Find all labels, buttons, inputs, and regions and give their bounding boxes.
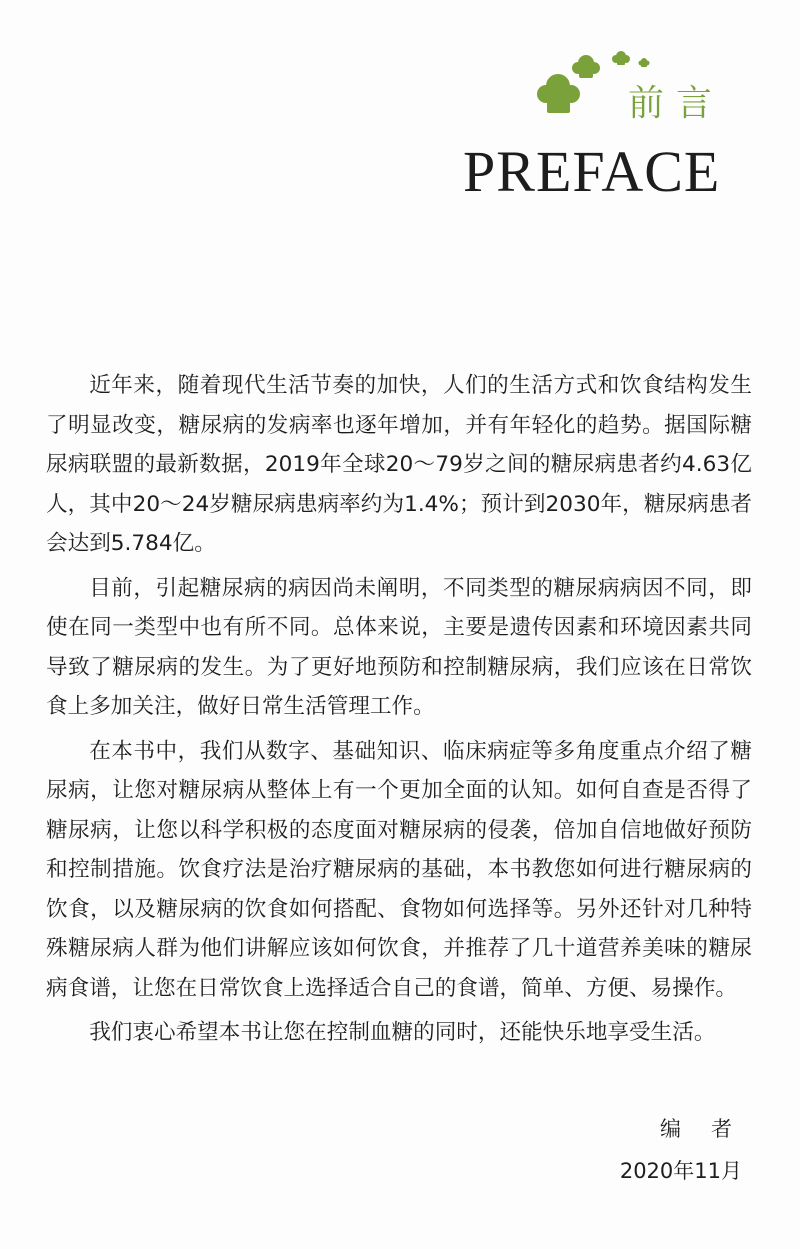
paragraph: 在本书中，我们从数字、基础知识、临床病症等多角度重点介绍了糖尿病，让您对糖尿病从整体上有一个更加全面的认知。如何自查是否得了糖尿病，让您以科学积极的态度面对糖尿病的侵袭，倍加自信地做好预防和控制措施。饮食疗法是治疗糖尿病的基础，本书教您如何进行糖尿病的饮食，以及糖尿病的饮食如何搭配、食物如何选择等。另外还针对几种特殊糖尿病人群为他们讲解应该如何饮食，并推荐了几十道营养美味的糖尿病食谱，让您在日常饮食上选择适合自己的食谱，简单、方便、易操作。 <box>46 738 752 1001</box>
preface-body <box>46 366 752 1058</box>
page-title: 前言 <box>628 83 725 124</box>
signature <box>619 1108 762 1192</box>
date-label: 2020年11月 <box>619 1159 742 1183</box>
paragraph: 近年来，随着现代生活节奏的加快，人们的生活方式和饮食结构发生了明显改变，糖尿病的发病率也逐年增加，并有年轻化的趋势。据国际糖尿病联盟的最新数据，2019年全球20～79岁之间的糖尿病患者约4.63亿人，其中20～24岁糖尿病患病率约为1.4%；预计到2030年，糖尿病患者会达到5.784亿。 <box>46 373 752 556</box>
paragraph: 目前，引起糖尿病的病因尚未阐明，不同类型的糖尿病病因不同，即使在同一类型中也有所不同。总体来说，主要是遗传因素和环境因素共同导致了糖尿病的发生。为了更好地预防和控制糖尿病，我们应该在日常饮食上多加关注，做好日常生活管理工作。 <box>46 575 752 719</box>
author-label: 编者 <box>660 1117 762 1141</box>
page-subtitle: PREFACE <box>463 139 721 204</box>
paragraph: 我们衷心希望本书让您在控制血糖的同时，还能快乐地享受生活。 <box>89 1020 716 1045</box>
